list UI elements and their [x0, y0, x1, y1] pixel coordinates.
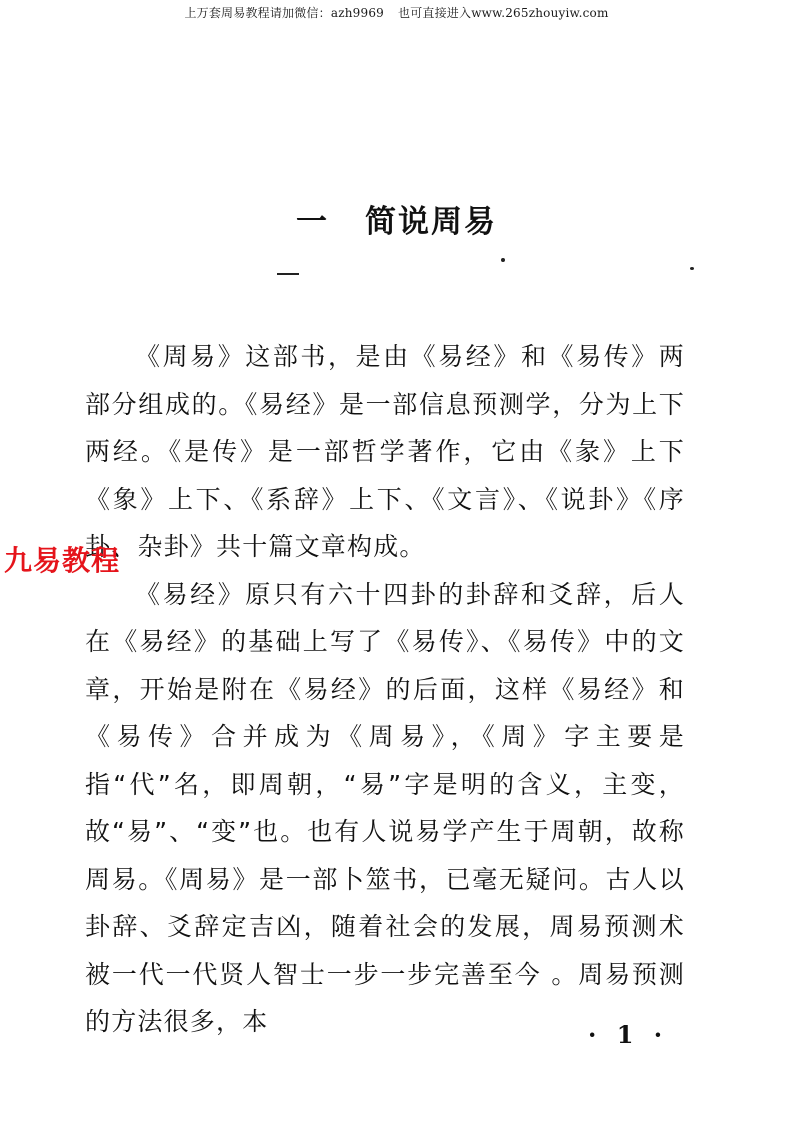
header-wechat-text: 上万套周易教程请加微信：azh9969 — [184, 6, 384, 20]
page-number: · 1 · — [588, 1020, 669, 1049]
page-header — [0, 6, 793, 20]
chapter-title-text: 简说周易 — [365, 204, 497, 240]
body-text — [85, 333, 685, 1046]
watermark-logo-text: 九易教程 — [4, 544, 121, 577]
header-website-text: 也可直接进入www.265zhouyiw.com — [398, 6, 609, 20]
scan-speck — [690, 267, 694, 270]
chapter-number: 一 — [296, 204, 329, 240]
scan-speck — [501, 258, 505, 262]
chapter-title — [0, 202, 793, 242]
paragraph: 《周易》这部书，是由《易经》和《易传》两部分组成的。《易经》是一部信息预测学，分为上下两经。《是传》是一部哲学著作，它由《彖》上下《象》上下、《系辞》上下、《文言》、《说卦》《序卦、杂卦》共十篇文章构成。 — [85, 342, 685, 561]
scan-mark-dash — [277, 273, 299, 275]
paragraph: 《易经》原只有六十四卦的卦辞和爻辞，后人在《易经》的基础上写了《易传》、《易传》中的文章，开始是附在《易经》的后面，这样《易经》和《易传》合并成为《周易》，《周》字主要是指“代”名，即周朝，“易”字是明的含义，主变，故“易”、“变”也。也有人说易学产生于周朝，故称周易。《周易》是一部卜筮书，已毫无疑问。古人以卦辞、爻辞定吉凶，随着社会的发展，周易预测术被一代一代贤人智士一步一步完善至今 。周易预测的方法很多，本 — [85, 579, 685, 1036]
